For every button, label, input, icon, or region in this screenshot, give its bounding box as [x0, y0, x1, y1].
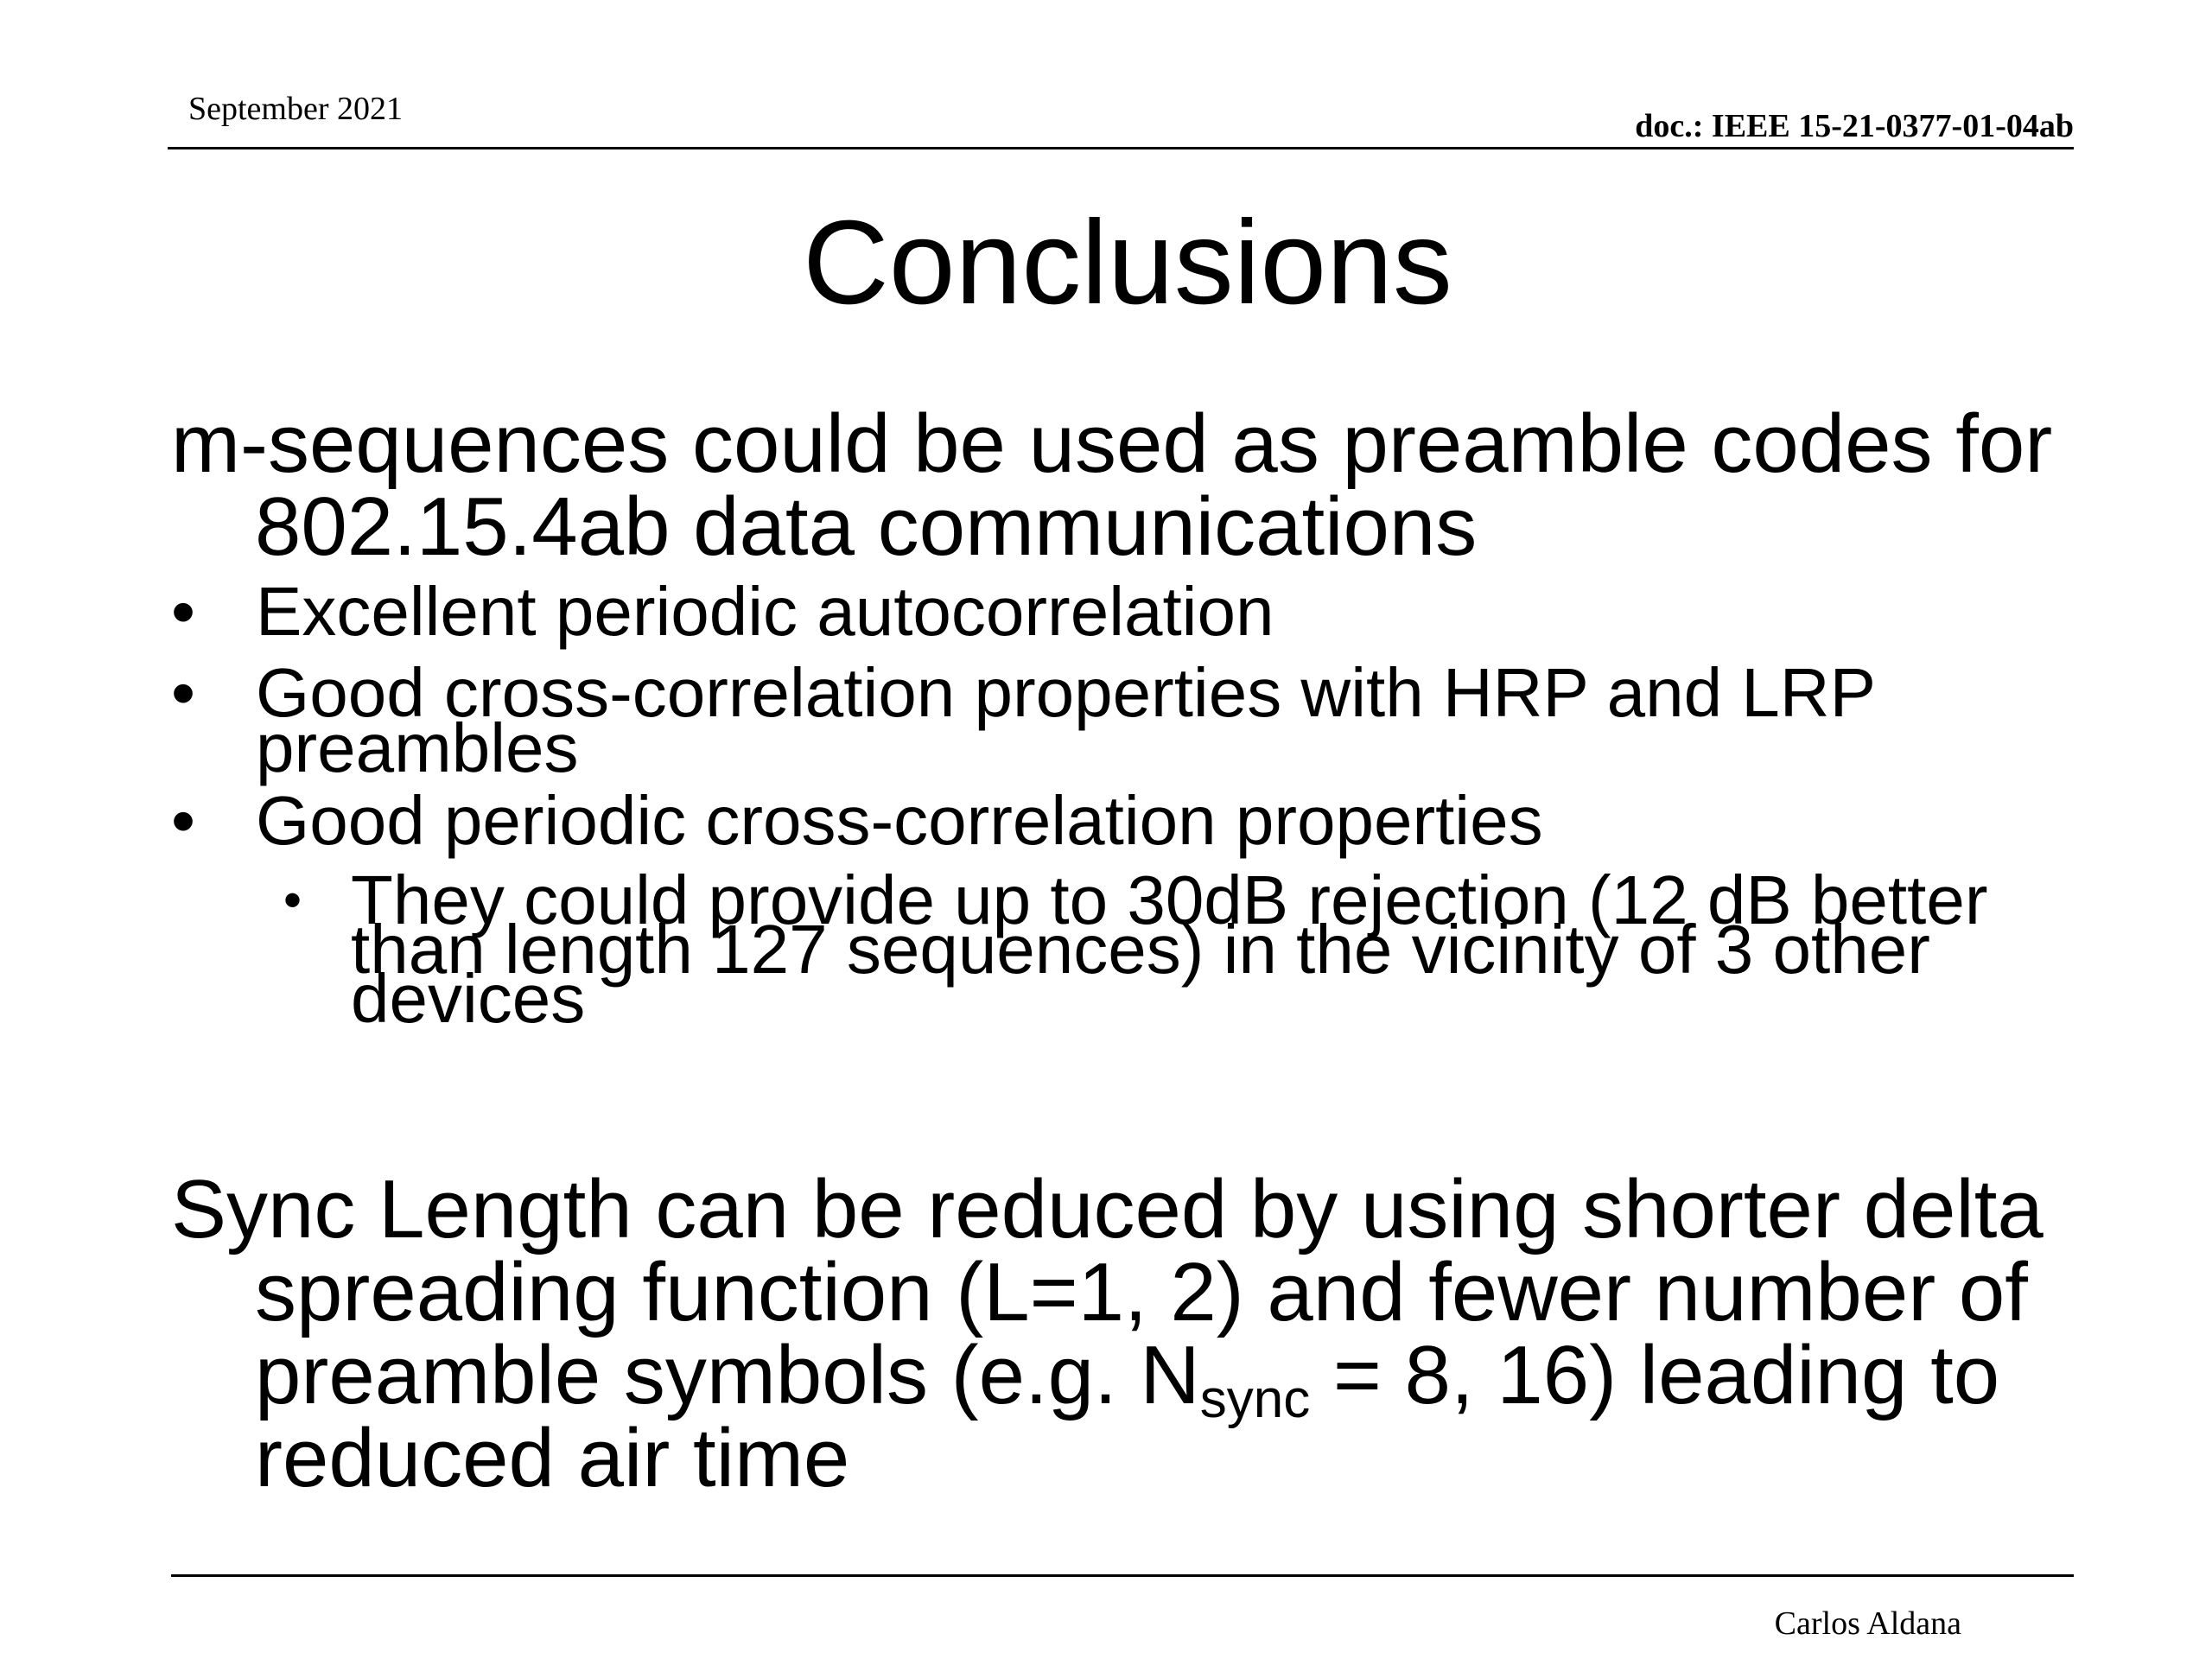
bullet-item — [171, 782, 2079, 859]
bullet-text: Good periodic cross-correlation properties — [256, 782, 1543, 859]
bullet-dot: • — [171, 573, 196, 650]
footer-rule — [171, 1574, 2074, 1577]
paragraph-m-sequences: m-sequences could be used as preamble codes for 802.15.4ab data communications — [171, 397, 2053, 573]
bullet-item — [171, 654, 2079, 786]
bullet-text: Good cross-correlation properties with HRP and LRP preambles — [256, 654, 1875, 786]
bullet-dot: • — [171, 782, 196, 859]
sub-bullet-text: They could provide up to 30dB rejection (12 dB better than length 127 sequences) in the vicinity of 3 other devices — [351, 861, 1988, 1037]
sub-bullet-item — [283, 861, 2079, 1037]
header-doc-id: doc.: IEEE 15-21-0377-01-04ab — [1635, 108, 2074, 144]
header-date: September 2021 — [188, 91, 404, 127]
header-rule — [168, 147, 2074, 149]
sync-text-after: = 8, 16) leading to reduced air time — [255, 1329, 2000, 1504]
bullet-text: Excellent periodic autocorrelation — [256, 573, 1274, 650]
sync-subscript: sync — [1199, 1370, 1311, 1429]
sub-bullet-dot: • — [283, 871, 302, 929]
bullet-item — [171, 573, 2079, 650]
slide-title: Conclusions — [803, 196, 1452, 329]
footer-author: Carlos Aldana — [1774, 1605, 1961, 1642]
bullet-dot: • — [171, 654, 196, 731]
sync-text-before: Sync Length can be reduced by using shorter delta spreading function (L=1, 2) and fewer number of preamble symbols (e.g. N — [171, 1163, 2044, 1421]
paragraph-sync-length — [171, 1163, 2190, 1504]
